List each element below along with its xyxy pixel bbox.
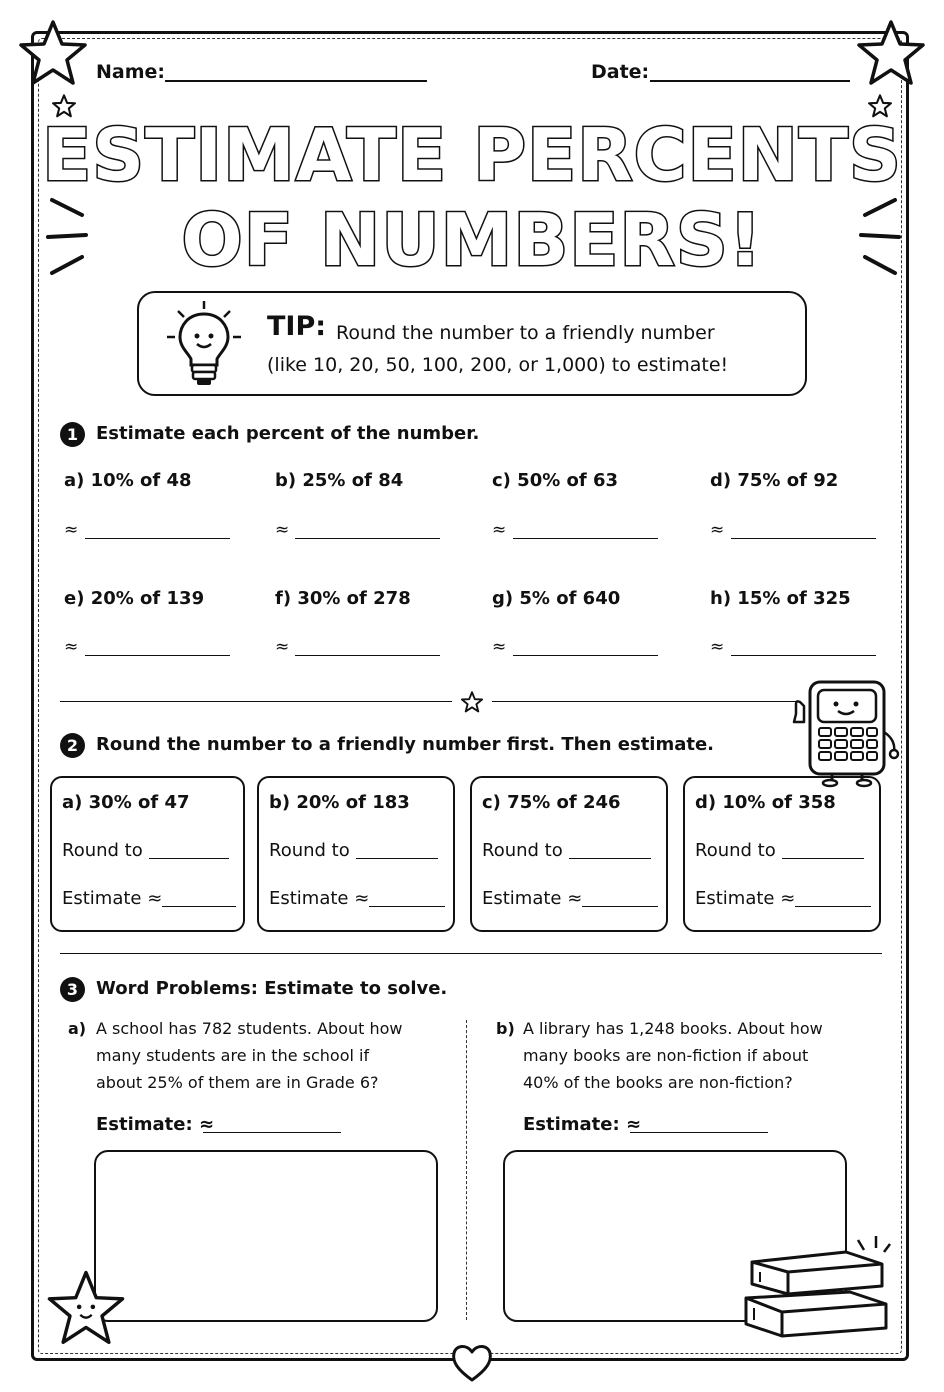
problem-label: h) 15% of 325: [710, 588, 851, 609]
word-problem-letter: a): [68, 1019, 87, 1038]
round-to-field[interactable]: [356, 858, 438, 859]
page-title-line1: ESTIMATE PERCENTS: [42, 113, 902, 197]
approx-symbol: ≈: [492, 637, 507, 657]
estimate-label: Estimate ≈: [482, 888, 583, 909]
page-title-line2: OF NUMBERS!: [181, 198, 763, 282]
word-problem-line: many students are in the school if: [96, 1046, 370, 1065]
word-problem-line: many books are non-fiction if about: [523, 1046, 809, 1065]
tip-heading: TIP:: [267, 311, 327, 342]
section-title: Round the number to a friendly number first. Then estimate.: [96, 734, 715, 755]
answer-line[interactable]: [513, 538, 658, 539]
section-number: 1: [60, 422, 85, 447]
approx-symbol: ≈: [275, 520, 290, 540]
problem-label: b) 25% of 84: [275, 470, 404, 491]
approx-symbol: ≈: [710, 520, 725, 540]
column-divider: [466, 1020, 467, 1320]
problem-label: a) 30% of 47: [62, 792, 190, 813]
word-problem-line: about 25% of them are in Grade 6?: [96, 1073, 379, 1092]
estimate-label: Estimate ≈: [62, 888, 163, 909]
tip-text-line2: (like 10, 20, 50, 100, 200, or 1,000) to estimate!: [267, 354, 729, 376]
approx-symbol: ≈: [64, 637, 79, 657]
estimate-label: Estimate ≈: [695, 888, 796, 909]
small-star-icon: [461, 691, 483, 713]
problem-card: [50, 776, 245, 932]
problem-label: c) 75% of 246: [482, 792, 621, 813]
estimate-label: Estimate: ≈: [96, 1114, 215, 1135]
approx-symbol: ≈: [275, 637, 290, 657]
answer-line[interactable]: [295, 538, 440, 539]
section-divider: [60, 953, 882, 954]
round-to-field[interactable]: [149, 858, 229, 859]
section-divider: [492, 701, 798, 702]
word-problem-text: [96, 1015, 426, 1096]
calculator-mascot-icon: [784, 678, 906, 786]
problem-card: [257, 776, 455, 932]
estimate-field[interactable]: [582, 906, 658, 907]
name-label: Name:: [96, 61, 166, 83]
problem-label: a) 10% of 48: [64, 470, 192, 491]
problem-label: f) 30% of 278: [275, 588, 411, 609]
tip-text-line1: Round the number to a friendly number: [336, 322, 715, 344]
word-problem-line: A school has 782 students. About how: [96, 1019, 403, 1038]
section-divider: [60, 701, 452, 702]
estimate-field[interactable]: [630, 1132, 768, 1133]
estimate-field[interactable]: [203, 1132, 341, 1133]
section-title: Word Problems: Estimate to solve.: [96, 978, 448, 999]
star-icon: [856, 18, 926, 88]
round-to-label: Round to: [695, 840, 776, 861]
answer-line[interactable]: [295, 655, 440, 656]
estimate-field[interactable]: [795, 906, 871, 907]
round-to-field[interactable]: [569, 858, 651, 859]
smiling-star-icon: [46, 1268, 126, 1348]
problem-label: d) 10% of 358: [695, 792, 836, 813]
books-icon: [740, 1232, 900, 1344]
problem-label: g) 5% of 640: [492, 588, 621, 609]
word-problem-text: [523, 1015, 853, 1096]
lightbulb-icon: [164, 299, 244, 391]
burst-lines-icon: [855, 195, 905, 280]
name-field[interactable]: [165, 80, 427, 82]
word-problem-line: 40% of the books are non-fiction?: [523, 1073, 793, 1092]
date-field[interactable]: [650, 80, 850, 82]
answer-line[interactable]: [513, 655, 658, 656]
round-to-label: Round to: [269, 840, 350, 861]
estimate-field[interactable]: [162, 906, 236, 907]
estimate-field[interactable]: [369, 906, 445, 907]
round-to-label: Round to: [482, 840, 563, 861]
approx-symbol: ≈: [492, 520, 507, 540]
problem-card: [683, 776, 881, 932]
burst-lines-icon: [42, 195, 92, 280]
estimate-label: Estimate: ≈: [523, 1114, 642, 1135]
word-problem-line: A library has 1,248 books. About how: [523, 1019, 823, 1038]
problem-label: e) 20% of 139: [64, 588, 205, 609]
answer-line[interactable]: [85, 538, 230, 539]
approx-symbol: ≈: [710, 637, 725, 657]
word-problem-letter: b): [496, 1019, 515, 1038]
round-to-field[interactable]: [782, 858, 864, 859]
answer-line[interactable]: [731, 538, 876, 539]
problem-label: c) 50% of 63: [492, 470, 619, 491]
heart-icon: [450, 1340, 494, 1384]
estimate-label: Estimate ≈: [269, 888, 370, 909]
star-icon: [18, 18, 88, 88]
problem-card: [470, 776, 668, 932]
problem-label: d) 75% of 92: [710, 470, 839, 491]
work-area[interactable]: [94, 1150, 438, 1322]
answer-line[interactable]: [731, 655, 876, 656]
section-number: 2: [60, 733, 85, 758]
round-to-label: Round to: [62, 840, 143, 861]
section-number: 3: [60, 977, 85, 1002]
problem-label: b) 20% of 183: [269, 792, 410, 813]
answer-line[interactable]: [85, 655, 230, 656]
date-label: Date:: [591, 61, 650, 83]
section-title: Estimate each percent of the number.: [96, 423, 480, 444]
approx-symbol: ≈: [64, 520, 79, 540]
tip-box: [137, 291, 807, 396]
